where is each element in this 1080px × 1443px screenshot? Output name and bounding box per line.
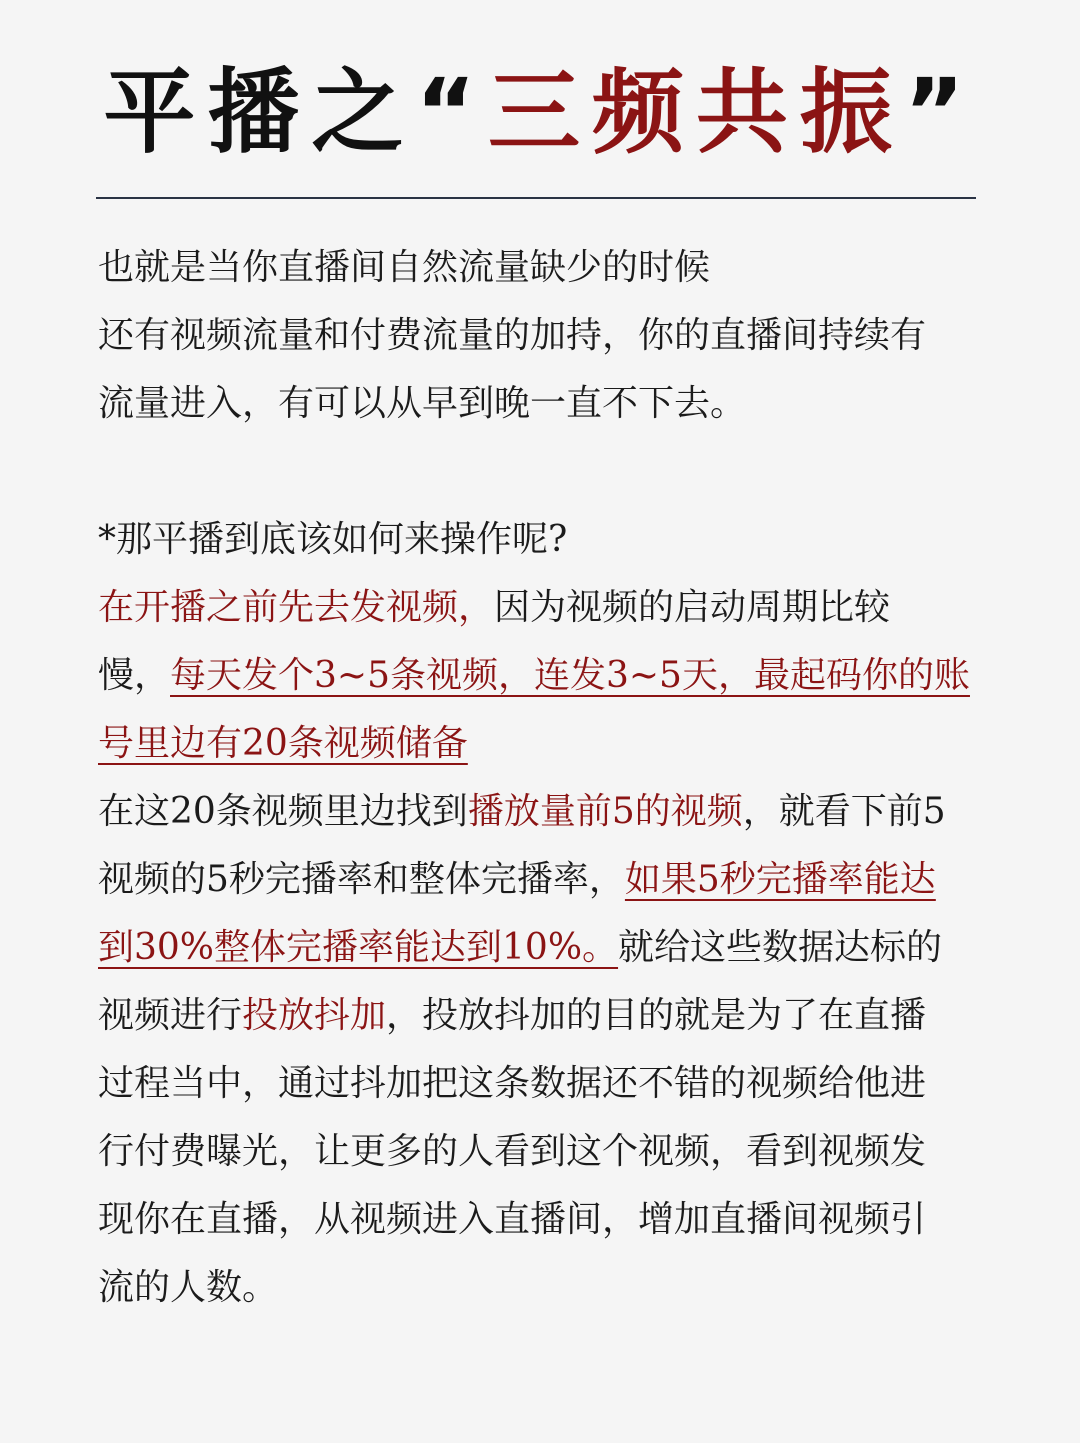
highlight-daily-videos: 每天发个3~5条视频，连发3~5天，最起码你的账	[170, 655, 970, 696]
body-line-5	[98, 846, 988, 914]
body-text: 视频的5秒完播率和整体完播率，	[98, 859, 625, 900]
body-text: 视频进行	[98, 995, 243, 1036]
body-line-8: 过程当中，通过抖加把这条数据还不错的视频给他进	[98, 1063, 927, 1104]
body-line-3	[98, 710, 988, 778]
paragraph1-line3: 流量进入，有可以从早到晚一直不下去。	[98, 383, 747, 424]
body-text: ，投放抖加的目的就是为了在直播	[386, 995, 927, 1036]
article-body	[98, 234, 988, 1322]
highlight-rate-threshold: 到30%整体完播率能达到10%。	[98, 927, 619, 968]
body-text: 慢，	[98, 655, 171, 696]
body-text: 因为视频的启动周期比较	[494, 587, 891, 628]
body-line-9: 行付费曝光，让更多的人看到这个视频，看到视频发	[98, 1131, 927, 1172]
highlight-top5-views: 播放量前5的视频	[467, 791, 743, 832]
paragraph1-line1: 也就是当你直播间自然流量缺少的时候	[98, 247, 711, 288]
body-text: 就给这些数据达标的	[618, 927, 943, 968]
body-line-4	[98, 778, 988, 846]
question-line: *那平播到底该如何来操作呢?	[98, 519, 568, 560]
body-line-2	[98, 642, 988, 710]
highlight-doujia: 投放抖加	[242, 995, 387, 1036]
highlight-completion-rate: 如果5秒完播率能达	[624, 859, 936, 900]
body-line-1	[98, 574, 988, 642]
highlight-video-reserve: 号里边有20条视频储备	[98, 723, 468, 764]
body-line-11: 流的人数。	[98, 1267, 279, 1308]
title-open-quote: “	[415, 59, 488, 166]
paragraph-spacer	[98, 438, 988, 506]
paragraph1-line2: 还有视频流量和付费流量的加持，你的直播间持续有	[98, 315, 927, 356]
highlight-post-video-first: 在开播之前先去发视频，	[98, 587, 495, 628]
title-close-quote: ”	[904, 59, 977, 166]
body-text: 在这20条视频里边找到	[98, 791, 468, 832]
body-line-7	[98, 982, 988, 1050]
title-prefix: 平播之	[103, 59, 416, 166]
body-text: ，就看下前5	[742, 791, 946, 832]
body-line-10: 现你在直播，从视频进入直播间，增加直播间视频引	[98, 1199, 927, 1240]
page-title	[0, 58, 1080, 168]
title-divider	[96, 197, 976, 199]
title-highlight: 三频共振	[488, 59, 905, 166]
body-line-6	[98, 914, 988, 982]
